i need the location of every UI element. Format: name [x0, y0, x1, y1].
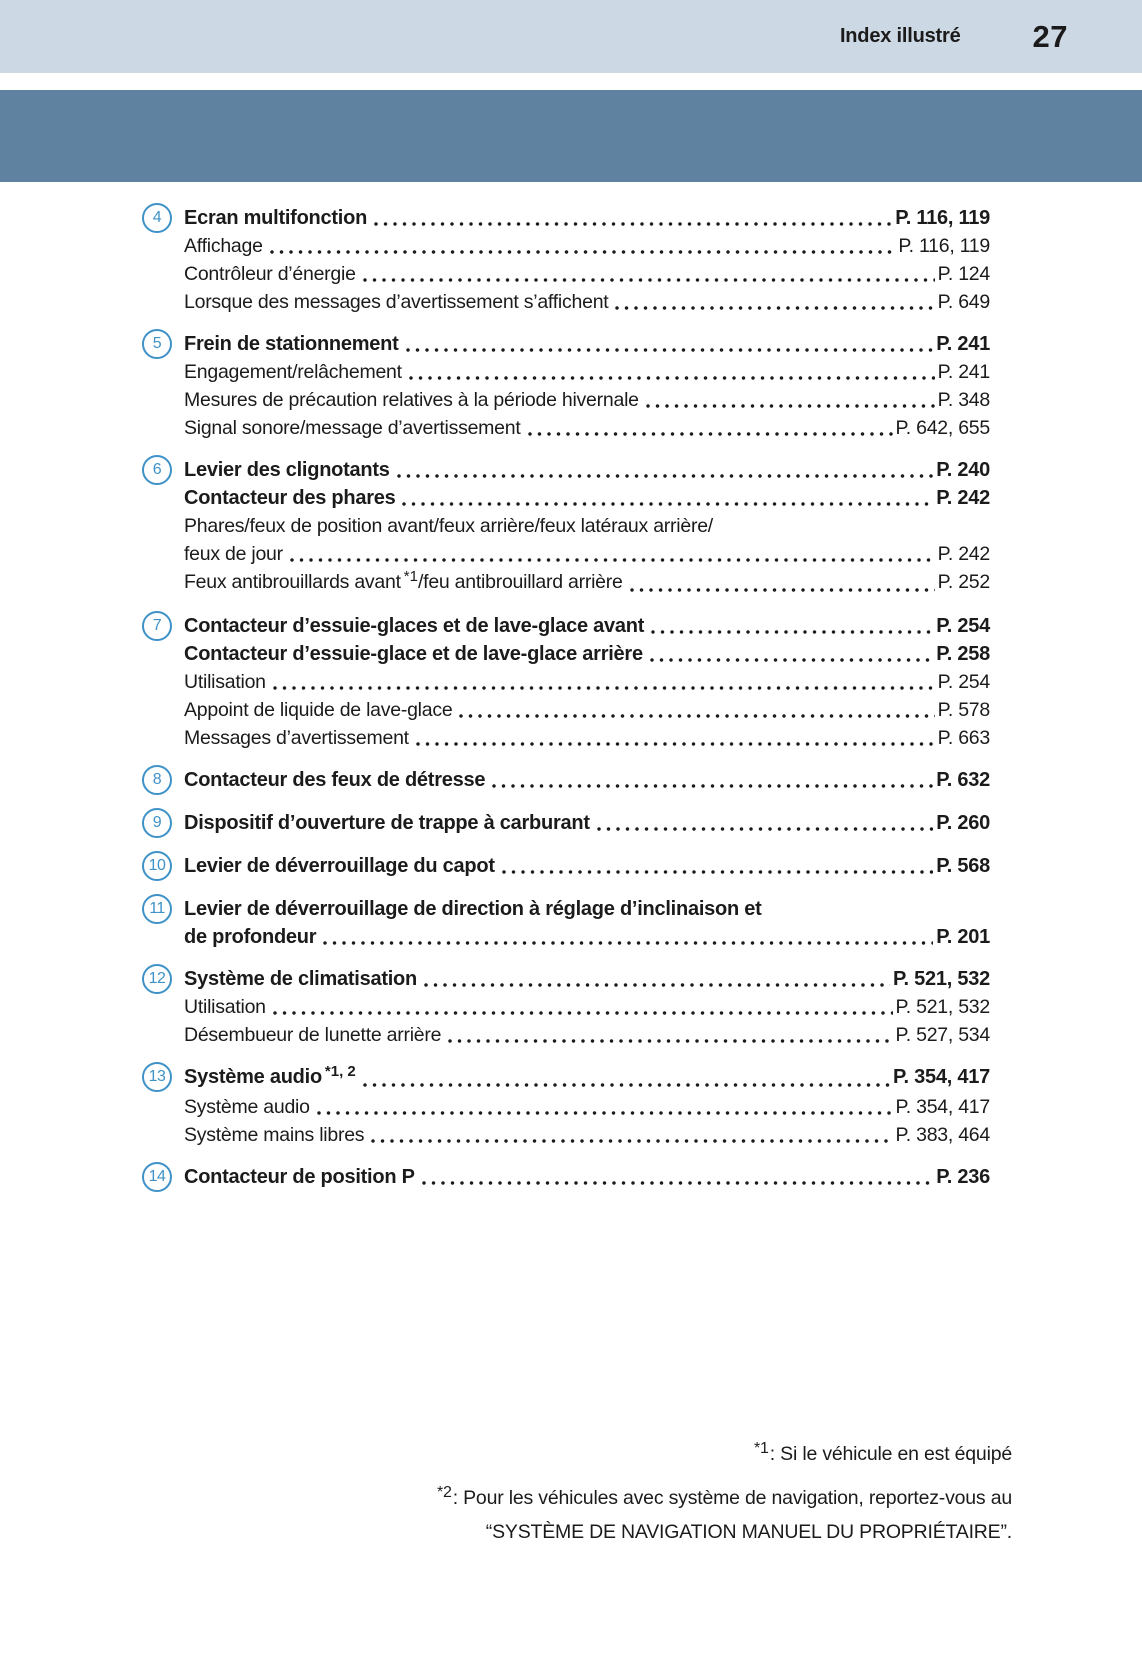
- footnote-1-marker: *1: [754, 1440, 769, 1457]
- index-entries: [184, 204, 990, 316]
- entry-label: Levier des clignotants: [184, 459, 390, 481]
- entry-page-ref: P. 236: [936, 1166, 990, 1188]
- dot-leader: [596, 826, 934, 832]
- dot-leader: [649, 657, 933, 663]
- dot-leader: [405, 347, 934, 353]
- item-number-badge: 9: [142, 808, 172, 838]
- dot-leader: [370, 1138, 892, 1144]
- index-group: [142, 612, 990, 752]
- illustrated-index-list: [142, 204, 990, 1192]
- entry-label: Système mains libres: [184, 1124, 365, 1146]
- entry-label: Système audio: [184, 1066, 322, 1088]
- dot-leader: [408, 375, 935, 381]
- entry-page-ref: P. 527, 534: [895, 1024, 990, 1046]
- entry-footnote-ref: *1: [403, 568, 418, 585]
- index-entry: [184, 1021, 990, 1049]
- index-entries: [184, 330, 990, 442]
- item-number-badge: 4: [142, 203, 172, 233]
- page-number: 27: [1032, 18, 1068, 54]
- index-entry: [184, 809, 990, 837]
- index-entry: [184, 568, 990, 598]
- footnote-2: [437, 1482, 1012, 1549]
- index-group: [142, 895, 990, 951]
- entry-page-ref: P. 252: [937, 571, 990, 593]
- index-group: [142, 1163, 990, 1192]
- entry-page-ref: P. 241: [936, 333, 990, 355]
- index-entry-continuation: [184, 895, 990, 923]
- item-number-badge: 7: [142, 611, 172, 641]
- index-entry: [184, 766, 990, 794]
- entry-page-ref: P. 242: [936, 487, 990, 509]
- dot-leader: [401, 501, 933, 507]
- entry-page-ref: P. 521, 532: [895, 996, 990, 1018]
- index-entry: [184, 204, 990, 232]
- entry-label: Système audio: [184, 1096, 310, 1118]
- index-entry: [184, 852, 990, 880]
- entry-page-ref: P. 649: [937, 291, 990, 313]
- footnote-1-text: : Si le véhicule en est équipé: [769, 1443, 1012, 1465]
- index-entry: [184, 414, 990, 442]
- entry-label: Contrôleur d’énergie: [184, 263, 356, 285]
- index-entry: [184, 358, 990, 386]
- index-entries: [184, 809, 990, 838]
- entry-label: /feu antibrouillard arrière: [417, 571, 623, 593]
- footnote-2-text-line2: “SYSTÈME DE NAVIGATION MANUEL DU PROPRIÉTAIRE”.: [485, 1521, 1012, 1543]
- index-group: [142, 456, 990, 598]
- index-entry: [184, 1163, 990, 1191]
- dot-leader: [415, 741, 935, 747]
- footnote-1: [437, 1438, 1012, 1472]
- dot-leader: [289, 557, 935, 563]
- index-group: [142, 204, 990, 316]
- chapter-title-band: [0, 90, 1142, 182]
- dot-leader: [527, 431, 893, 437]
- index-entry: [184, 965, 990, 993]
- entry-label: de profondeur: [184, 926, 317, 948]
- entry-label: Lorsque des messages d’avertissement s’affichent: [184, 291, 609, 313]
- dot-leader: [614, 305, 934, 311]
- index-group: [142, 809, 990, 838]
- entry-page-ref: P. 254: [937, 671, 990, 693]
- index-entry: [184, 1093, 990, 1121]
- entry-page-ref: P. 663: [937, 727, 990, 749]
- item-number-badge: 11: [142, 894, 172, 924]
- entry-page-ref: P. 578: [937, 699, 990, 721]
- index-entries: [184, 895, 990, 951]
- index-group: [142, 330, 990, 442]
- dot-leader: [269, 249, 896, 255]
- entry-label: Dispositif d’ouverture de trappe à carburant: [184, 812, 590, 834]
- index-entries: [184, 1063, 990, 1149]
- entry-page-ref: P. 354, 417: [893, 1066, 990, 1088]
- entry-page-ref: P. 260: [936, 812, 990, 834]
- entry-label: Frein de stationnement: [184, 333, 399, 355]
- item-number-badge: 10: [142, 851, 172, 881]
- dot-leader: [322, 940, 933, 946]
- index-entry: [184, 260, 990, 288]
- entry-label: Engagement/relâchement: [184, 361, 402, 383]
- entry-label: Messages d’avertissement: [184, 727, 409, 749]
- entry-label: Signal sonore/message d’avertissement: [184, 417, 521, 439]
- dot-leader: [272, 1010, 893, 1016]
- entry-label: Phares/feux de position avant/feux arrière/feux latéraux arrière/: [184, 515, 713, 537]
- item-number-badge: 13: [142, 1062, 172, 1092]
- index-entries: [184, 456, 990, 598]
- entry-label: Système de climatisation: [184, 968, 417, 990]
- entry-label: Contacteur des phares: [184, 487, 396, 509]
- dot-leader: [421, 1180, 934, 1186]
- entry-label: Contacteur des feux de détresse: [184, 769, 486, 791]
- entry-label: Contacteur d’essuie-glaces et de lave-glace avant: [184, 615, 645, 637]
- dot-leader: [501, 869, 934, 875]
- entry-label: Contacteur de position P: [184, 1166, 415, 1188]
- dot-leader: [316, 1110, 893, 1116]
- entry-page-ref: P. 124: [937, 263, 990, 285]
- footnote-2-marker: *2: [436, 1484, 452, 1501]
- dot-leader: [645, 403, 935, 409]
- index-entry: [184, 640, 990, 668]
- entry-page-ref: P. 240: [936, 459, 990, 481]
- index-entry: [184, 484, 990, 512]
- entry-page-ref: P. 254: [936, 615, 990, 637]
- entry-page-ref: P. 632: [936, 769, 990, 791]
- index-entries: [184, 1163, 990, 1192]
- index-entry: [184, 668, 990, 696]
- index-entry: [184, 993, 990, 1021]
- index-entry: [184, 540, 990, 568]
- entry-footnote-ref: *1, 2: [324, 1063, 356, 1080]
- entry-page-ref: P. 383, 464: [895, 1124, 990, 1146]
- index-entry: [184, 612, 990, 640]
- entry-page-ref: P. 201: [936, 926, 990, 948]
- entry-label: Utilisation: [184, 996, 266, 1018]
- index-entry: [184, 923, 990, 951]
- entry-label: Utilisation: [184, 671, 266, 693]
- entry-page-ref: P. 258: [936, 643, 990, 665]
- dot-leader: [650, 629, 933, 635]
- footnotes: [437, 1438, 1012, 1549]
- section-title: Index illustré: [839, 25, 961, 47]
- index-entry: [184, 696, 990, 724]
- item-number-badge: 5: [142, 329, 172, 359]
- entry-label: Levier de déverrouillage du capot: [184, 855, 495, 877]
- item-number-badge: 6: [142, 455, 172, 485]
- index-entries: [184, 612, 990, 752]
- index-entry: [184, 288, 990, 316]
- dot-leader: [423, 982, 890, 988]
- page-header: [0, 0, 1142, 73]
- entry-page-ref: P. 348: [937, 389, 990, 411]
- entry-label: Ecran multifonction: [184, 207, 368, 229]
- entry-label: Feux antibrouillards avant: [184, 571, 401, 593]
- item-number-badge: 14: [142, 1162, 172, 1192]
- entry-page-ref: P. 116, 119: [895, 207, 990, 229]
- entry-page-ref: P. 241: [937, 361, 990, 383]
- index-entry: [184, 330, 990, 358]
- index-entry: [184, 456, 990, 484]
- index-entry: [184, 386, 990, 414]
- entry-page-ref: P. 568: [936, 855, 990, 877]
- index-group: [142, 965, 990, 1049]
- entry-label: Appoint de liquide de lave-glace: [184, 699, 453, 721]
- dot-leader: [373, 221, 892, 227]
- entry-page-ref: P. 354, 417: [895, 1096, 990, 1118]
- index-entries: [184, 965, 990, 1049]
- dot-leader: [491, 783, 933, 789]
- index-entries: [184, 766, 990, 795]
- entry-page-ref: P. 521, 532: [893, 968, 990, 990]
- index-entry: [184, 232, 990, 260]
- index-group: [142, 852, 990, 881]
- dot-leader: [396, 473, 934, 479]
- index-group: [142, 1063, 990, 1149]
- entry-label: feux de jour: [184, 543, 283, 565]
- index-entries: [184, 852, 990, 881]
- footnote-2-text: : Pour les véhicules avec système de navigation, reportez-vous au: [452, 1487, 1012, 1509]
- dot-leader: [272, 685, 935, 691]
- index-entry: [184, 724, 990, 752]
- entry-label: Mesures de précaution relatives à la période hivernale: [184, 389, 639, 411]
- entry-label: Levier de déverrouillage de direction à réglage d’inclinaison et: [184, 898, 762, 920]
- entry-label: Désembueur de lunette arrière: [184, 1024, 442, 1046]
- item-number-badge: 12: [142, 964, 172, 994]
- index-entry-continuation: [184, 512, 990, 540]
- dot-leader: [362, 1082, 890, 1088]
- dot-leader: [629, 587, 935, 593]
- entry-page-ref: P. 242: [937, 543, 990, 565]
- index-entry: [184, 1063, 990, 1093]
- dot-leader: [458, 713, 934, 719]
- index-entry: [184, 1121, 990, 1149]
- dot-leader: [447, 1038, 892, 1044]
- index-group: [142, 766, 990, 795]
- dot-leader: [362, 277, 935, 283]
- entry-page-ref: P. 116, 119: [898, 235, 990, 257]
- entry-label: Affichage: [184, 235, 263, 257]
- entry-page-ref: P. 642, 655: [895, 417, 990, 439]
- entry-label: Contacteur d’essuie-glace et de lave-glace arrière: [184, 643, 643, 665]
- item-number-badge: 8: [142, 765, 172, 795]
